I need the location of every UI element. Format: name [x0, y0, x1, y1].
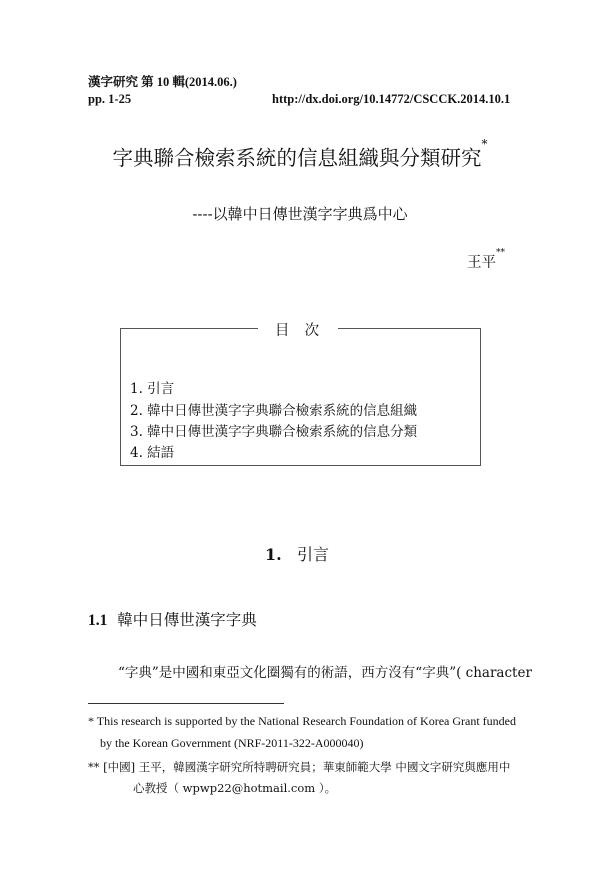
author — [467, 248, 505, 272]
footnote-1-line-1: * This research is supported by the National Research Foundation of Korea Grant funded — [88, 714, 516, 728]
author-footnote-marker: ** — [496, 248, 505, 258]
footnote-2-line-1: ** [中國] 王平，韓國漢字研究所特聘研究員；華東師範大學 中國文字研究與應用中 — [88, 760, 511, 774]
title-footnote-marker: * — [481, 137, 488, 151]
toc-item-3: 3. 韓中日傳世漢字字典聯合檢索系統的信息分類 — [130, 424, 418, 440]
paper-title — [0, 137, 600, 171]
journal-header: 漢字研究 第 10 輯(2014.06.) — [88, 75, 237, 89]
author-name: 王平 — [467, 255, 496, 271]
section-number: 1. — [265, 545, 282, 564]
footnote-1-line-2: by the Korean Government (NRF-2011-322-A000040) — [100, 736, 364, 750]
footnote-rule — [88, 703, 284, 704]
toc-item-2: 2. 韓中日傳世漢字字典聯合檢索系統的信息組織 — [130, 403, 418, 419]
subsection-heading — [88, 608, 257, 630]
toc-item-4: 4. 結語 — [130, 445, 175, 461]
toc-item-1: 1. 引言 — [130, 381, 175, 397]
paper-title-text: 字典聯合檢索系統的信息組織與分類研究 — [112, 146, 482, 170]
subsection-number: 1.1 — [88, 612, 108, 629]
footnote-2-line-2: 心教授（ wpwp22@hotmail.com ）。 — [133, 781, 337, 795]
doi-link[interactable]: http://dx.doi.org/10.14772/CSCCK.2014.10.1 — [272, 92, 511, 106]
paper-subtitle: ----以韓中日傳世漢字字典爲中心 — [192, 205, 408, 223]
body-paragraph: “字典”是中國和東亞文化圈獨有的術語，西方沒有“字典”( character — [118, 665, 532, 681]
section-heading — [265, 542, 329, 565]
page-range: pp. 1-25 — [88, 92, 132, 106]
toc-heading: 目 次 — [258, 319, 338, 340]
subsection-title: 韓中日傳世漢字字典 — [117, 611, 257, 629]
section-title: 引言 — [296, 545, 329, 564]
